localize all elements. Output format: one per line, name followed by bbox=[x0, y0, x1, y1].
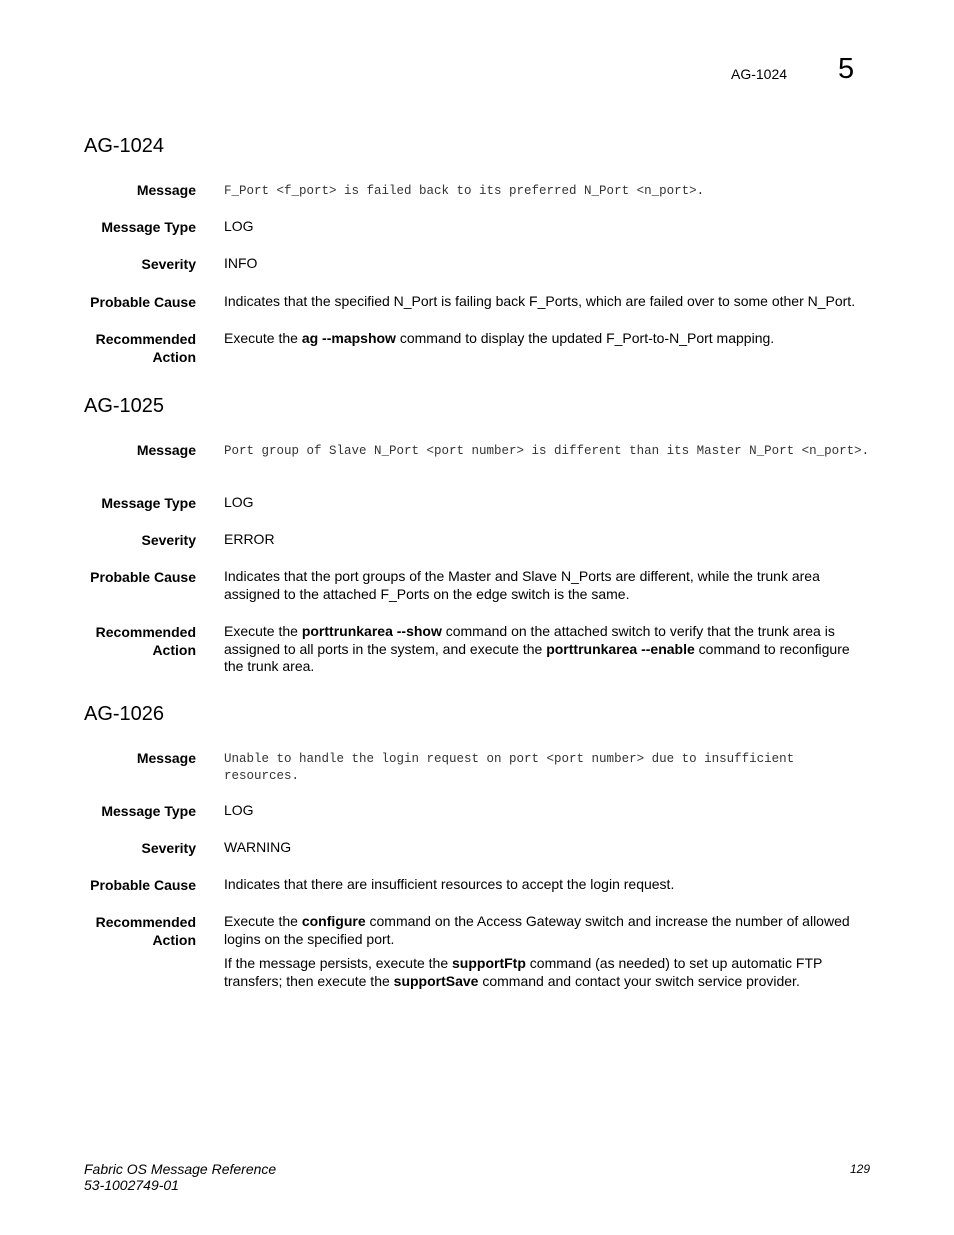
recommended-action-label: Recommended Action bbox=[95, 624, 196, 658]
chapter-number: 5 bbox=[838, 53, 855, 85]
command-name: supportFtp bbox=[452, 955, 526, 971]
severity-value: ERROR bbox=[224, 531, 275, 547]
probable-cause-label: Probable Cause bbox=[90, 877, 196, 893]
action-text: command on the attached switch to verify that the trunk area is assigned to all ports in the system, and execute the bbox=[224, 623, 835, 657]
probable-cause-text: Indicates that there are insufficient resources to accept the login request. bbox=[224, 876, 675, 892]
command-name: porttrunkarea --enable bbox=[546, 640, 695, 657]
message-label: Message bbox=[136, 182, 196, 198]
message-text: F_Port <f_port> is failed back to its preferred N_Port <n_port>. bbox=[224, 184, 705, 198]
message-type-value: LOG bbox=[224, 494, 254, 510]
probable-cause-text: Indicates that the specified N_Port is failing back F_Ports, which are failed over to some other N_Port. bbox=[224, 293, 856, 309]
probable-cause-label: Probable Cause bbox=[90, 569, 196, 585]
severity-label: Severity bbox=[141, 840, 196, 856]
command-name: supportSave bbox=[393, 972, 479, 989]
action-text: command on the Access Gateway switch and increase the number of allowed logins on the specified port. bbox=[224, 913, 850, 947]
recommended-action-text bbox=[224, 913, 872, 997]
action-text: command to reconfigure the trunk area. bbox=[224, 640, 850, 674]
message-type-label: Message Type bbox=[101, 495, 196, 511]
recommended-action-text bbox=[224, 623, 872, 683]
recommended-action-text bbox=[224, 330, 872, 355]
entry-title: AG-1025 bbox=[84, 395, 165, 417]
action-text: command and contact your switch service provider. bbox=[478, 972, 800, 989]
action-text: Execute the bbox=[224, 623, 302, 639]
footer-doc-title: Fabric OS Message Reference bbox=[84, 1161, 277, 1177]
action-paragraph bbox=[224, 955, 872, 990]
message-text: Unable to handle the login request on port <port number> due to insufficient resources. bbox=[224, 752, 795, 783]
action-text: Execute the bbox=[224, 913, 302, 929]
probable-cause-text: Indicates that the port groups of the Master and Slave N_Ports are different, while the trunk area assigned to the attached F_Ports on the edge switch is the same. bbox=[224, 568, 820, 602]
action-text: command (as needed) to set up automatic FTP transfers; then execute the bbox=[224, 955, 823, 989]
action-text: command to display the updated F_Port-to-N_Port mapping. bbox=[395, 330, 775, 346]
message-text: Port group of Slave N_Port <port number> is different than its Master N_Port <n_port>. bbox=[224, 444, 870, 458]
command-name: porttrunkarea --show bbox=[301, 623, 442, 639]
recommended-action-label: Recommended Action bbox=[95, 914, 196, 948]
header-topic: AG-1024 bbox=[731, 66, 788, 82]
severity-label: Severity bbox=[141, 532, 196, 548]
action-paragraph bbox=[224, 330, 872, 348]
command-name: ag --mapshow bbox=[301, 330, 396, 346]
message-type-label: Message Type bbox=[101, 219, 196, 235]
severity-label: Severity bbox=[141, 256, 196, 272]
probable-cause-label: Probable Cause bbox=[90, 294, 196, 310]
action-text: Execute the bbox=[224, 330, 302, 346]
footer-doc-number: 53-1002749-01 bbox=[84, 1177, 179, 1193]
message-type-value: LOG bbox=[224, 802, 254, 818]
severity-value: INFO bbox=[224, 255, 258, 271]
recommended-action-label: Recommended Action bbox=[95, 331, 196, 365]
message-type-value: LOG bbox=[224, 218, 254, 234]
action-paragraph bbox=[224, 623, 872, 676]
severity-value: WARNING bbox=[224, 839, 292, 855]
message-label: Message bbox=[136, 442, 196, 458]
message-label: Message bbox=[136, 750, 196, 766]
action-paragraph bbox=[224, 913, 872, 948]
entry-title: AG-1026 bbox=[84, 703, 165, 725]
entry-title: AG-1024 bbox=[84, 135, 165, 157]
command-name: configure bbox=[301, 913, 366, 929]
page-number: 129 bbox=[849, 1162, 870, 1176]
message-type-label: Message Type bbox=[101, 803, 196, 819]
action-text: If the message persists, execute the bbox=[224, 955, 453, 971]
